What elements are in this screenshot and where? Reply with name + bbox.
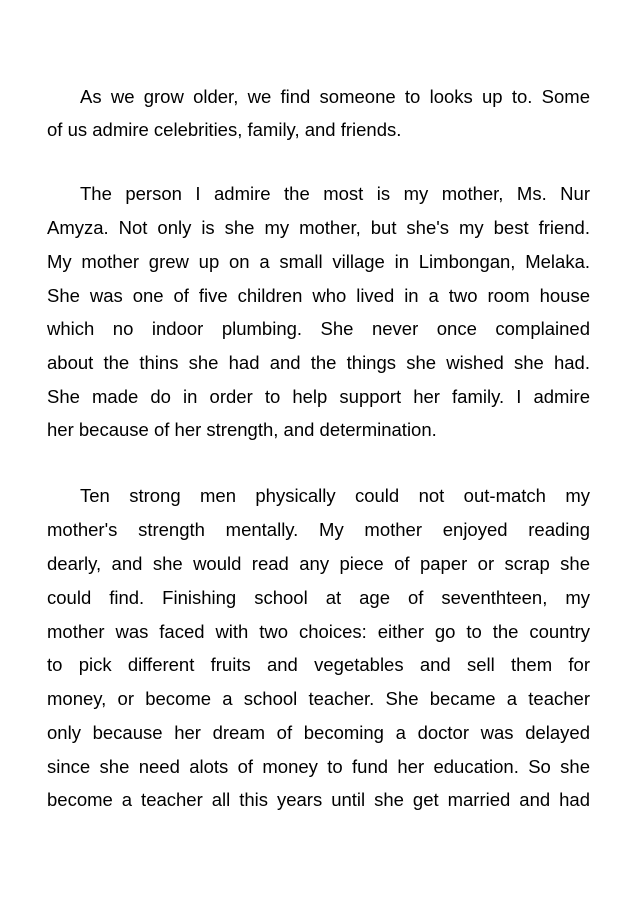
- paragraph-2-line-3: My mother grew up on a small village in Limbongan, Melaka.: [47, 251, 590, 272]
- paragraph-2-line-5: which no indoor plumbing. She never once complained: [47, 318, 590, 339]
- paragraph-2-line-1: The person I admire the most is my mother, Ms. Nur: [80, 183, 590, 204]
- paragraph-3-line-10: become a teacher all this years until she get married and had: [47, 789, 590, 810]
- paragraph-2-line-7: She made do in order to help support her family. I admire: [47, 386, 590, 407]
- paragraph-1-line-2: of us admire celebrities, family, and friends.: [47, 119, 402, 140]
- paragraph-3-line-4: could find. Finishing school at age of seventhteen, my: [47, 587, 590, 608]
- paragraph-2-line-2: Amyza. Not only is she my mother, but she's my best friend.: [47, 217, 590, 238]
- paragraph-3-line-7: money, or become a school teacher. She became a teacher: [47, 688, 590, 709]
- paragraph-3-line-6: to pick different fruits and vegetables and sell them for: [47, 654, 590, 675]
- paragraph-2-line-8: her because of her strength, and determination.: [47, 419, 437, 440]
- paragraph-1-line-1: As we grow older, we find someone to looks up to. Some: [80, 86, 590, 107]
- paragraph-2-line-4: She was one of five children who lived in a two room house: [47, 285, 590, 306]
- paragraph-2-line-6: about the thins she had and the things she wished she had.: [47, 352, 590, 373]
- paragraph-3-line-9: since she need alots of money to fund her education. So she: [47, 756, 590, 777]
- paragraph-3-line-5: mother was faced with two choices: either go to the country: [47, 621, 590, 642]
- paragraph-3-line-2: mother's strength mentally. My mother enjoyed reading: [47, 519, 590, 540]
- paragraph-3-line-1: Ten strong men physically could not out-match my: [80, 485, 590, 506]
- paragraph-3-line-3: dearly, and she would read any piece of paper or scrap she: [47, 553, 590, 574]
- paragraph-3-line-8: only because her dream of becoming a doctor was delayed: [47, 722, 590, 743]
